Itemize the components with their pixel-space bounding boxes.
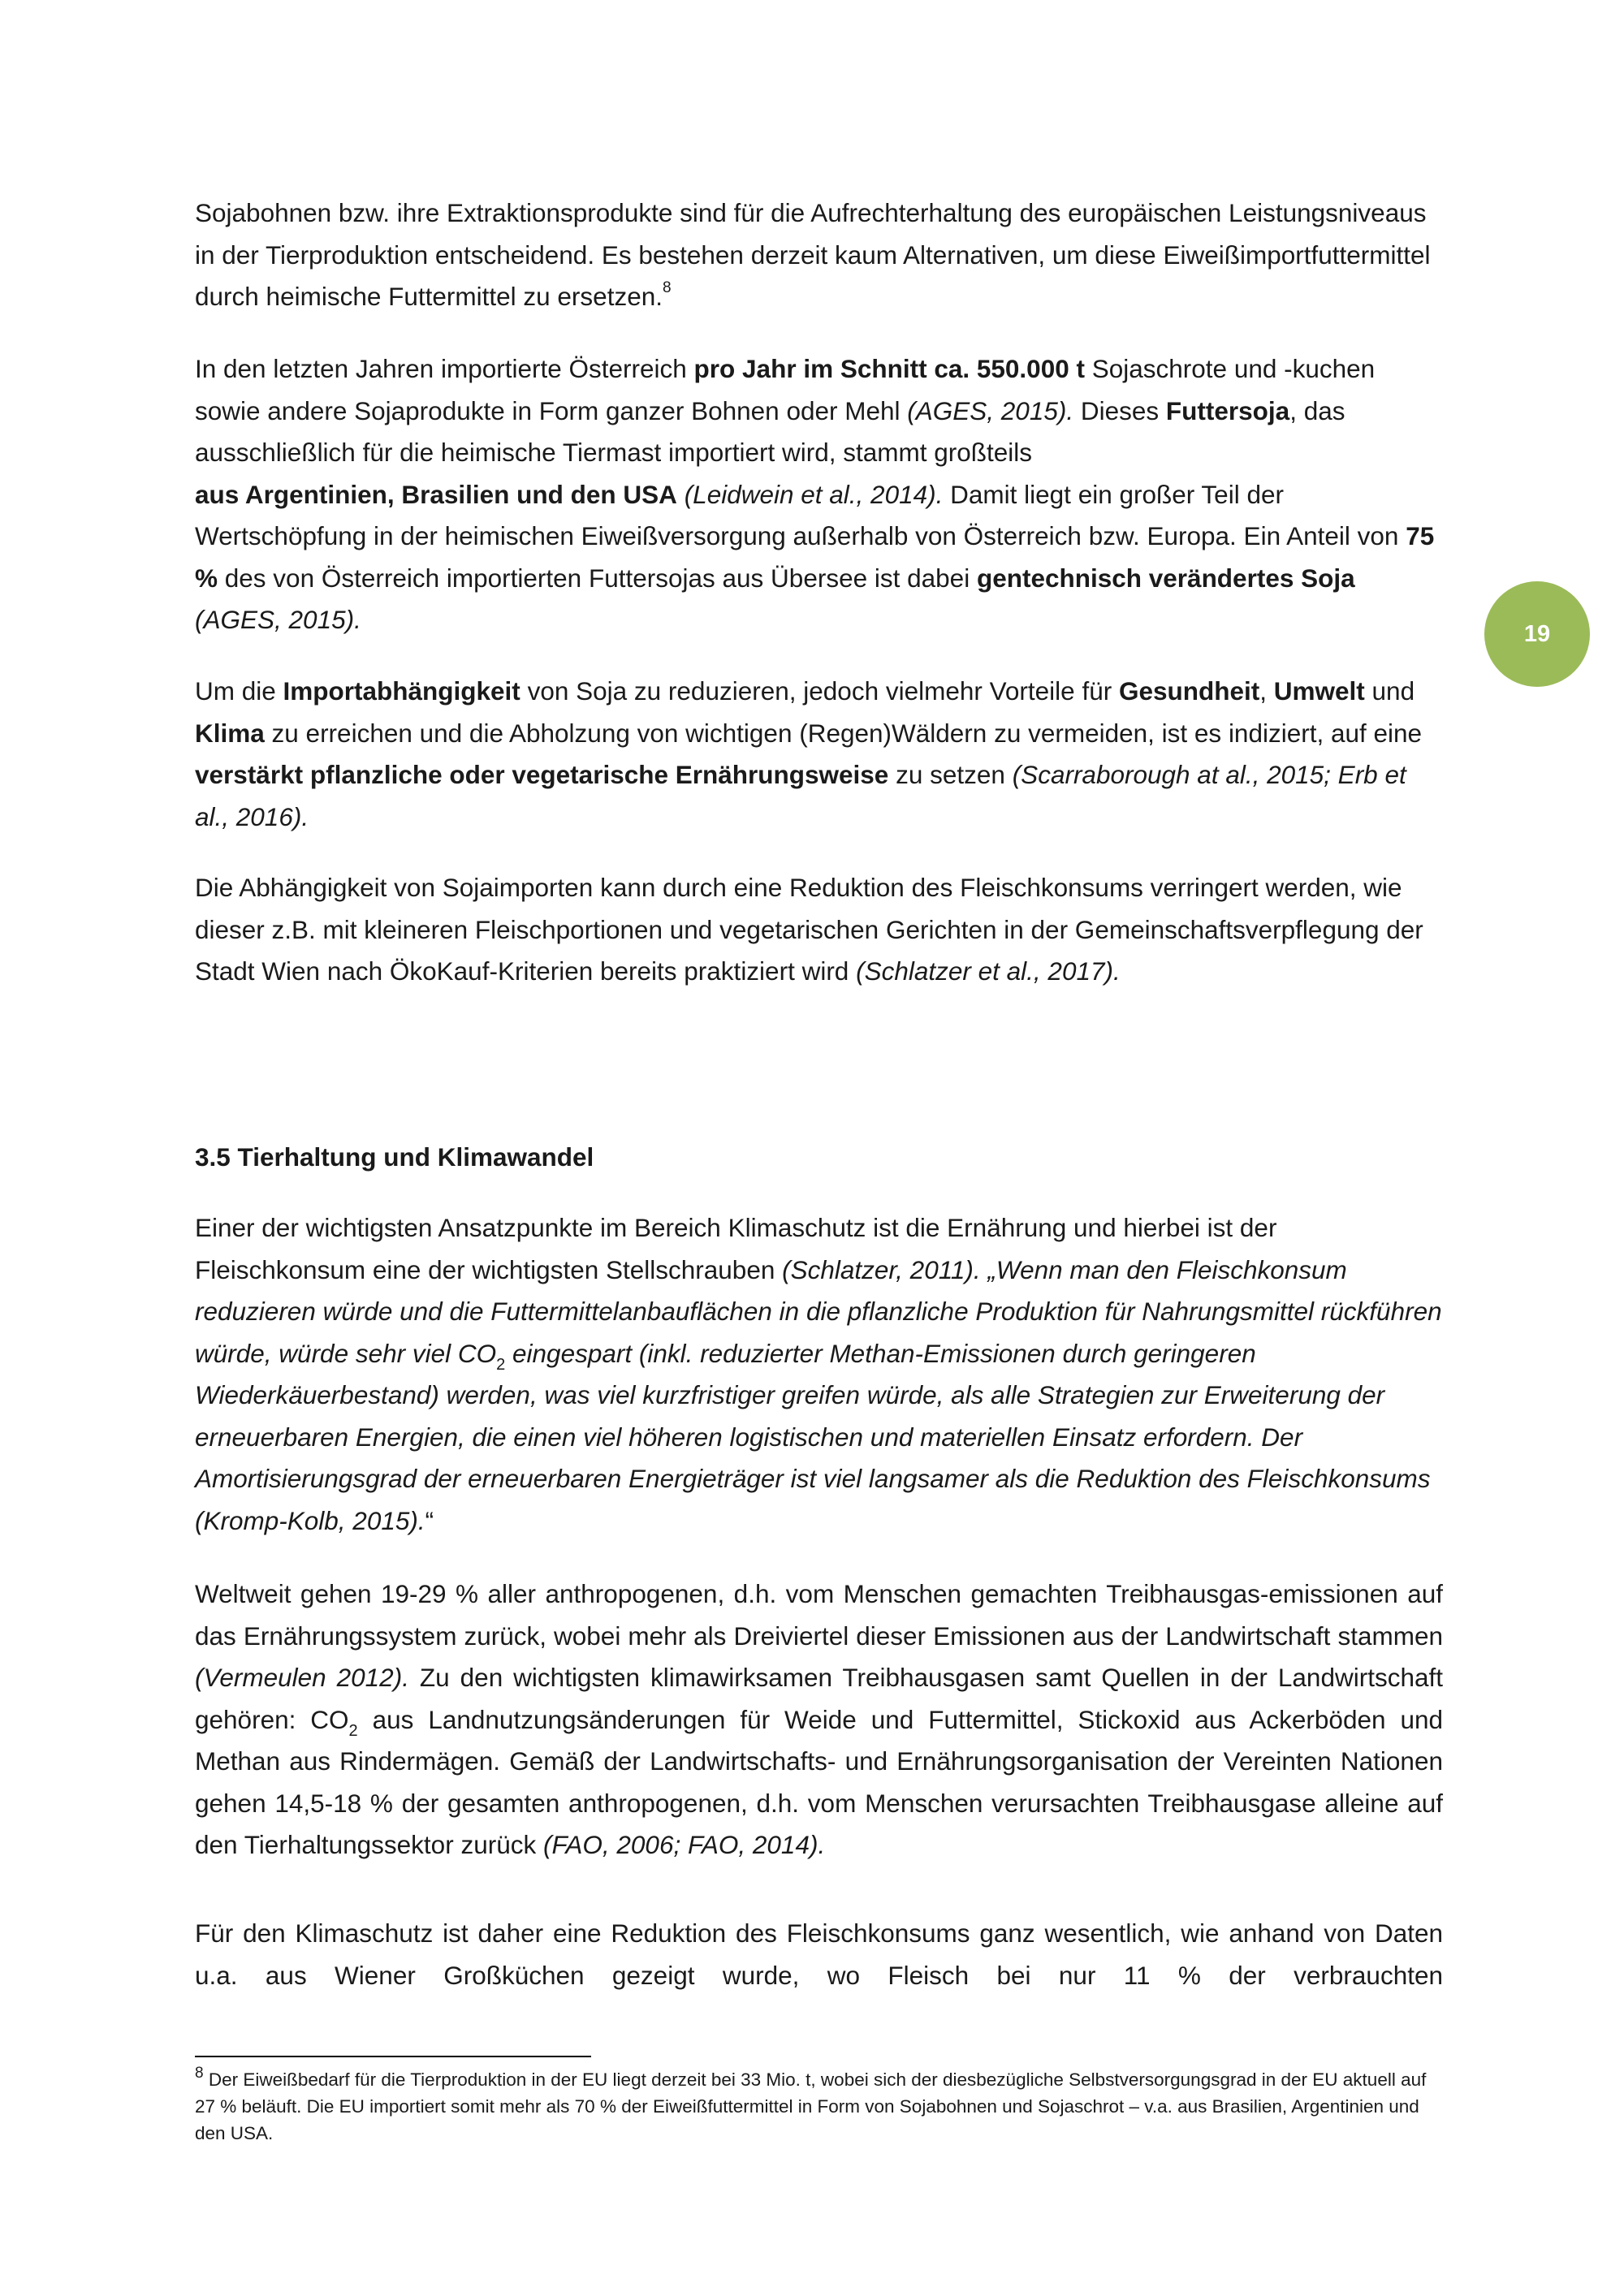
paragraph-climate-quote [195,1207,1443,1542]
citation: (FAO, 2006; FAO, 2014). [542,1830,826,1859]
page-number: 19 [1523,620,1551,647]
text-run: “ [425,1505,434,1535]
text-run: Zu den wichtigsten klimawirksamen Treibhausgasen samt Quellen in der Landwirtschaft gehören: CO [195,1663,1443,1734]
section-heading: 3.5 Tierhaltung und Klimawandel [195,1142,594,1172]
text-run: aus Landnutzungsänderungen für Weide und Futtermittel, Stickoxid aus Ackerböden und Methan aus Rindermägen. Gemäß der Landwirtschafts- und Ernährungsorganisation der Vereinten Nationen gehen 14,5-18 % der gesamten anthropogenen, d.h. vom Menschen verursachten Treibhausgase alleine auf den Tierhaltungssektor zurück [195,1704,1443,1859]
bold-run: gentechnisch verändertes Soja [976,563,1355,593]
text-run: Einer der wichtigsten Ansatzpunkte im Bereich Klimaschutz ist die Ernährung und hierbei ist der Fleischkonsum eine der wichtigsten Stellschrauben [195,1213,1277,1284]
bold-run: Gesundheit [1118,676,1260,706]
text-run: zu setzen [888,760,1013,789]
paragraph-soy-importance [195,192,1443,318]
text-run: des von Österreich importierten Futtersojas aus Übersee ist dabei [218,563,977,593]
text-run [677,480,685,509]
paragraph-import-dependency [195,671,1443,838]
text-run: und [1364,676,1415,706]
footnote-number: 8 [195,2065,204,2082]
text-run: Weltweit gehen 19-29 % aller anthropogenen, d.h. vom Menschen gemachten Treibhausgas-emissionen auf das Ernährungssystem zurück, wobei mehr als Dreiviertel dieser Emissionen aus der Landwirtschaft stammen [195,1579,1443,1651]
text-run: In den letzten Jahren importierte Österreich [195,354,694,383]
text-run: , das ausschließlich für die heimische Tiermast importiert wird, stammt großteils [195,395,1345,467]
paragraph-text: Sojabohnen bzw. ihre Extraktionsprodukte sind für die Aufrechterhaltung des europäischen Leistungsniveaus in der Tierproduktion entscheidend. Es bestehen derzeit kaum Alternativen, um diese Eiweißimportfuttermittel durch heimische Futtermittel zu ersetzen. [195,198,1431,311]
paragraph-meat-reduction [195,867,1443,993]
text-run: zu erreichen und die Abholzung von wichtigen (Regen)Wäldern zu vermeiden, ist es indiziert, auf eine [264,718,1423,748]
bold-run: 75 % [195,521,1435,593]
bold-run: Umwelt [1273,676,1365,706]
text-run: Sojaschrote und -kuchen sowie andere Sojaprodukte in Form ganzer Bohnen oder Mehl [195,354,1376,425]
citation: (Vermeulen 2012). [195,1663,409,1692]
bold-run: verstärkt pflanzliche oder vegetarische Ernährungsweise [195,760,889,789]
text-run: von Soja zu reduzieren, jedoch vielmehr Vorteile für [520,676,1119,706]
bold-run: Klima [195,718,265,748]
text-run: Die Abhängigkeit von Sojaimporten kann durch eine Reduktion des Fleischkonsums verringert werden, wie dieser z.B. mit kleineren Fleischportionen und vegetarischen Gerichten in der Gemeinschaftsverpflegung der Stadt Wien nach ÖkoKauf-Kriterien bereits praktiziert wird [195,873,1423,986]
quote-text: eingespart (inkl. reduzierter Methan-Emissionen durch geringeren Wiederkäuerbestand) werden, was viel kurzfristiger greifen würde, als alle Strategien zur Erweiterung der erneuerbaren Energien, die einen viel höheren logistischen und materiellen Einsatz erfordern. Der Amortisierungsgrad der erneuerbaren Energieträger ist viel langsamer als die Reduktion des Fleischkonsums (Kromp-Kolb, 2015). [195,1338,1431,1535]
subscript: 2 [348,1721,358,1740]
text-run: Dieses [1073,395,1166,425]
bold-run: aus Argentinien, Brasilien und den USA [195,479,677,509]
subscript: 2 [496,1355,506,1374]
paragraph-soy-imports [195,348,1443,641]
page-number-badge [1484,581,1590,687]
citation: (AGES, 2015). [907,395,1074,425]
text-run: Damit liegt ein großer Teil der Wertschöpfung in der heimischen Eiweißversorgung außerhalb von Österreich bzw. Europa. Ein Anteil von [195,479,1406,550]
footnote-separator [195,2056,591,2057]
footnote-reference[interactable]: 8 [662,279,672,296]
text-run: Um die [195,676,283,706]
footnote [195,2066,1443,2147]
bold-run: Importabhängigkeit [283,676,520,706]
text-run: , [1259,676,1274,706]
text-run: Für den Klimaschutz ist daher eine Reduktion des Fleischkonsums ganz wesentlich, wie anhand von Daten u.a. aus Wiener Großküchen gezeigt wurde, wo Fleisch bei nur 11 % der verbrauchten [195,1918,1443,1990]
paragraph-emissions [195,1573,1443,1867]
citation: (Schlatzer et al., 2017). [856,956,1121,986]
citation: (Leidwein et al., 2014). [684,479,944,509]
bold-run: Futtersoja [1165,395,1290,425]
citation: (AGES, 2015). [195,605,361,634]
paragraph-climate-protection [195,1913,1443,1996]
quote-text: (Schlatzer, 2011). „Wenn man den Fleischkonsum reduzieren würde und die Futtermittelanbauflächen in die pflanzliche Produktion für Nahrungsmittel rückführen würde, würde sehr viel CO [195,1254,1442,1368]
citation: (Scarraborough at al., 2015; Erb et al., 2016). [195,760,1406,831]
footnote-text: Der Eiweißbedarf für die Tierproduktion in der EU liegt derzeit bei 33 Mio. t, wobei sich der diesbezügliche Selbstversorgungsgrad in der EU aktuell auf 27 % beläuft. Die EU importiert somit mehr als 70 % der Eiweißfuttermittel in Form von Sojabohnen und Sojaschrot – v.a. aus Brasilien, Argentinien und den USA. [195,2069,1427,2143]
bold-run: pro Jahr im Schnitt ca. 550.000 t [693,354,1085,383]
